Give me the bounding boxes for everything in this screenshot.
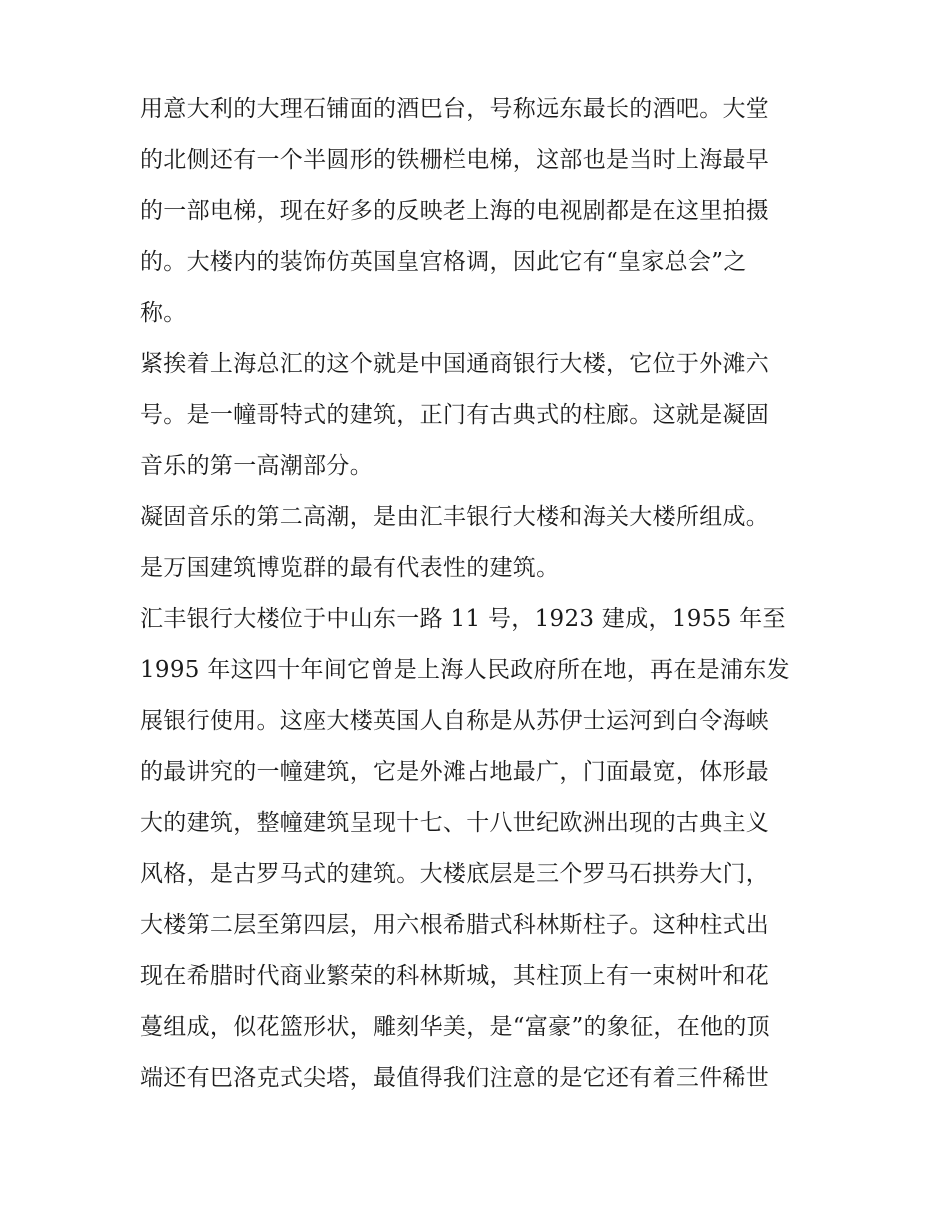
- text-line: 用意大利的大理石铺面的酒巴台，号称远东最长的酒吧。大堂: [140, 96, 770, 122]
- text-line: 的北侧还有一个半圆形的铁栅栏电梯，这部也是当时上海最早: [140, 147, 770, 173]
- text-line: 凝固音乐的第二高潮，是由汇丰银行大楼和海关大楼所组成。: [140, 504, 770, 530]
- text-line: 的最讲究的一幢建筑，它是外滩占地最广，门面最宽，体形最: [140, 759, 770, 785]
- text-line: 大的建筑，整幢建筑呈现十七、十八世纪欧洲出现的古典主义: [140, 810, 770, 836]
- text-line: 号。是一幢哥特式的建筑，正门有古典式的柱廊。这就是凝固: [140, 402, 770, 428]
- text-line: 紧挨着上海总汇的这个就是中国通商银行大楼，它位于外滩六: [140, 351, 770, 377]
- text-line: 现在希腊时代商业繁荣的科林斯城，其柱顶上有一束树叶和花: [140, 963, 770, 989]
- text-line: 称。: [140, 300, 187, 326]
- text-line: 大楼第二层至第四层，用六根希腊式科林斯柱子。这种柱式出: [140, 912, 770, 938]
- text-line: 风格，是古罗马式的建筑。大楼底层是三个罗马石拱券大门，: [140, 861, 770, 887]
- text-line: 1995 年这四十年间它曾是上海人民政府所在地，再在是浦东发: [140, 657, 790, 683]
- text-line: 端还有巴洛克式尖塔，最值得我们注意的是它还有着三件稀世: [140, 1065, 770, 1091]
- text-line: 汇丰银行大楼位于中山东一路 11 号，1923 建成，1955 年至: [140, 606, 786, 632]
- text-line: 的。大楼内的装饰仿英国皇宫格调，因此它有“皇家总会”之: [140, 249, 747, 275]
- text-line: 展银行使用。这座大楼英国人自称是从苏伊士运河到白令海峡: [140, 708, 770, 734]
- text-line: 的一部电梯，现在好多的反映老上海的电视剧都是在这里拍摄: [140, 198, 770, 224]
- text-line: 蔓组成，似花篮形状，雕刻华美，是“富豪”的象征，在他的顶: [140, 1014, 770, 1040]
- text-line: 音乐的第一高潮部分。: [140, 453, 373, 479]
- text-line: 是万国建筑博览群的最有代表性的建筑。: [140, 555, 560, 581]
- body-text: [140, 84, 820, 1104]
